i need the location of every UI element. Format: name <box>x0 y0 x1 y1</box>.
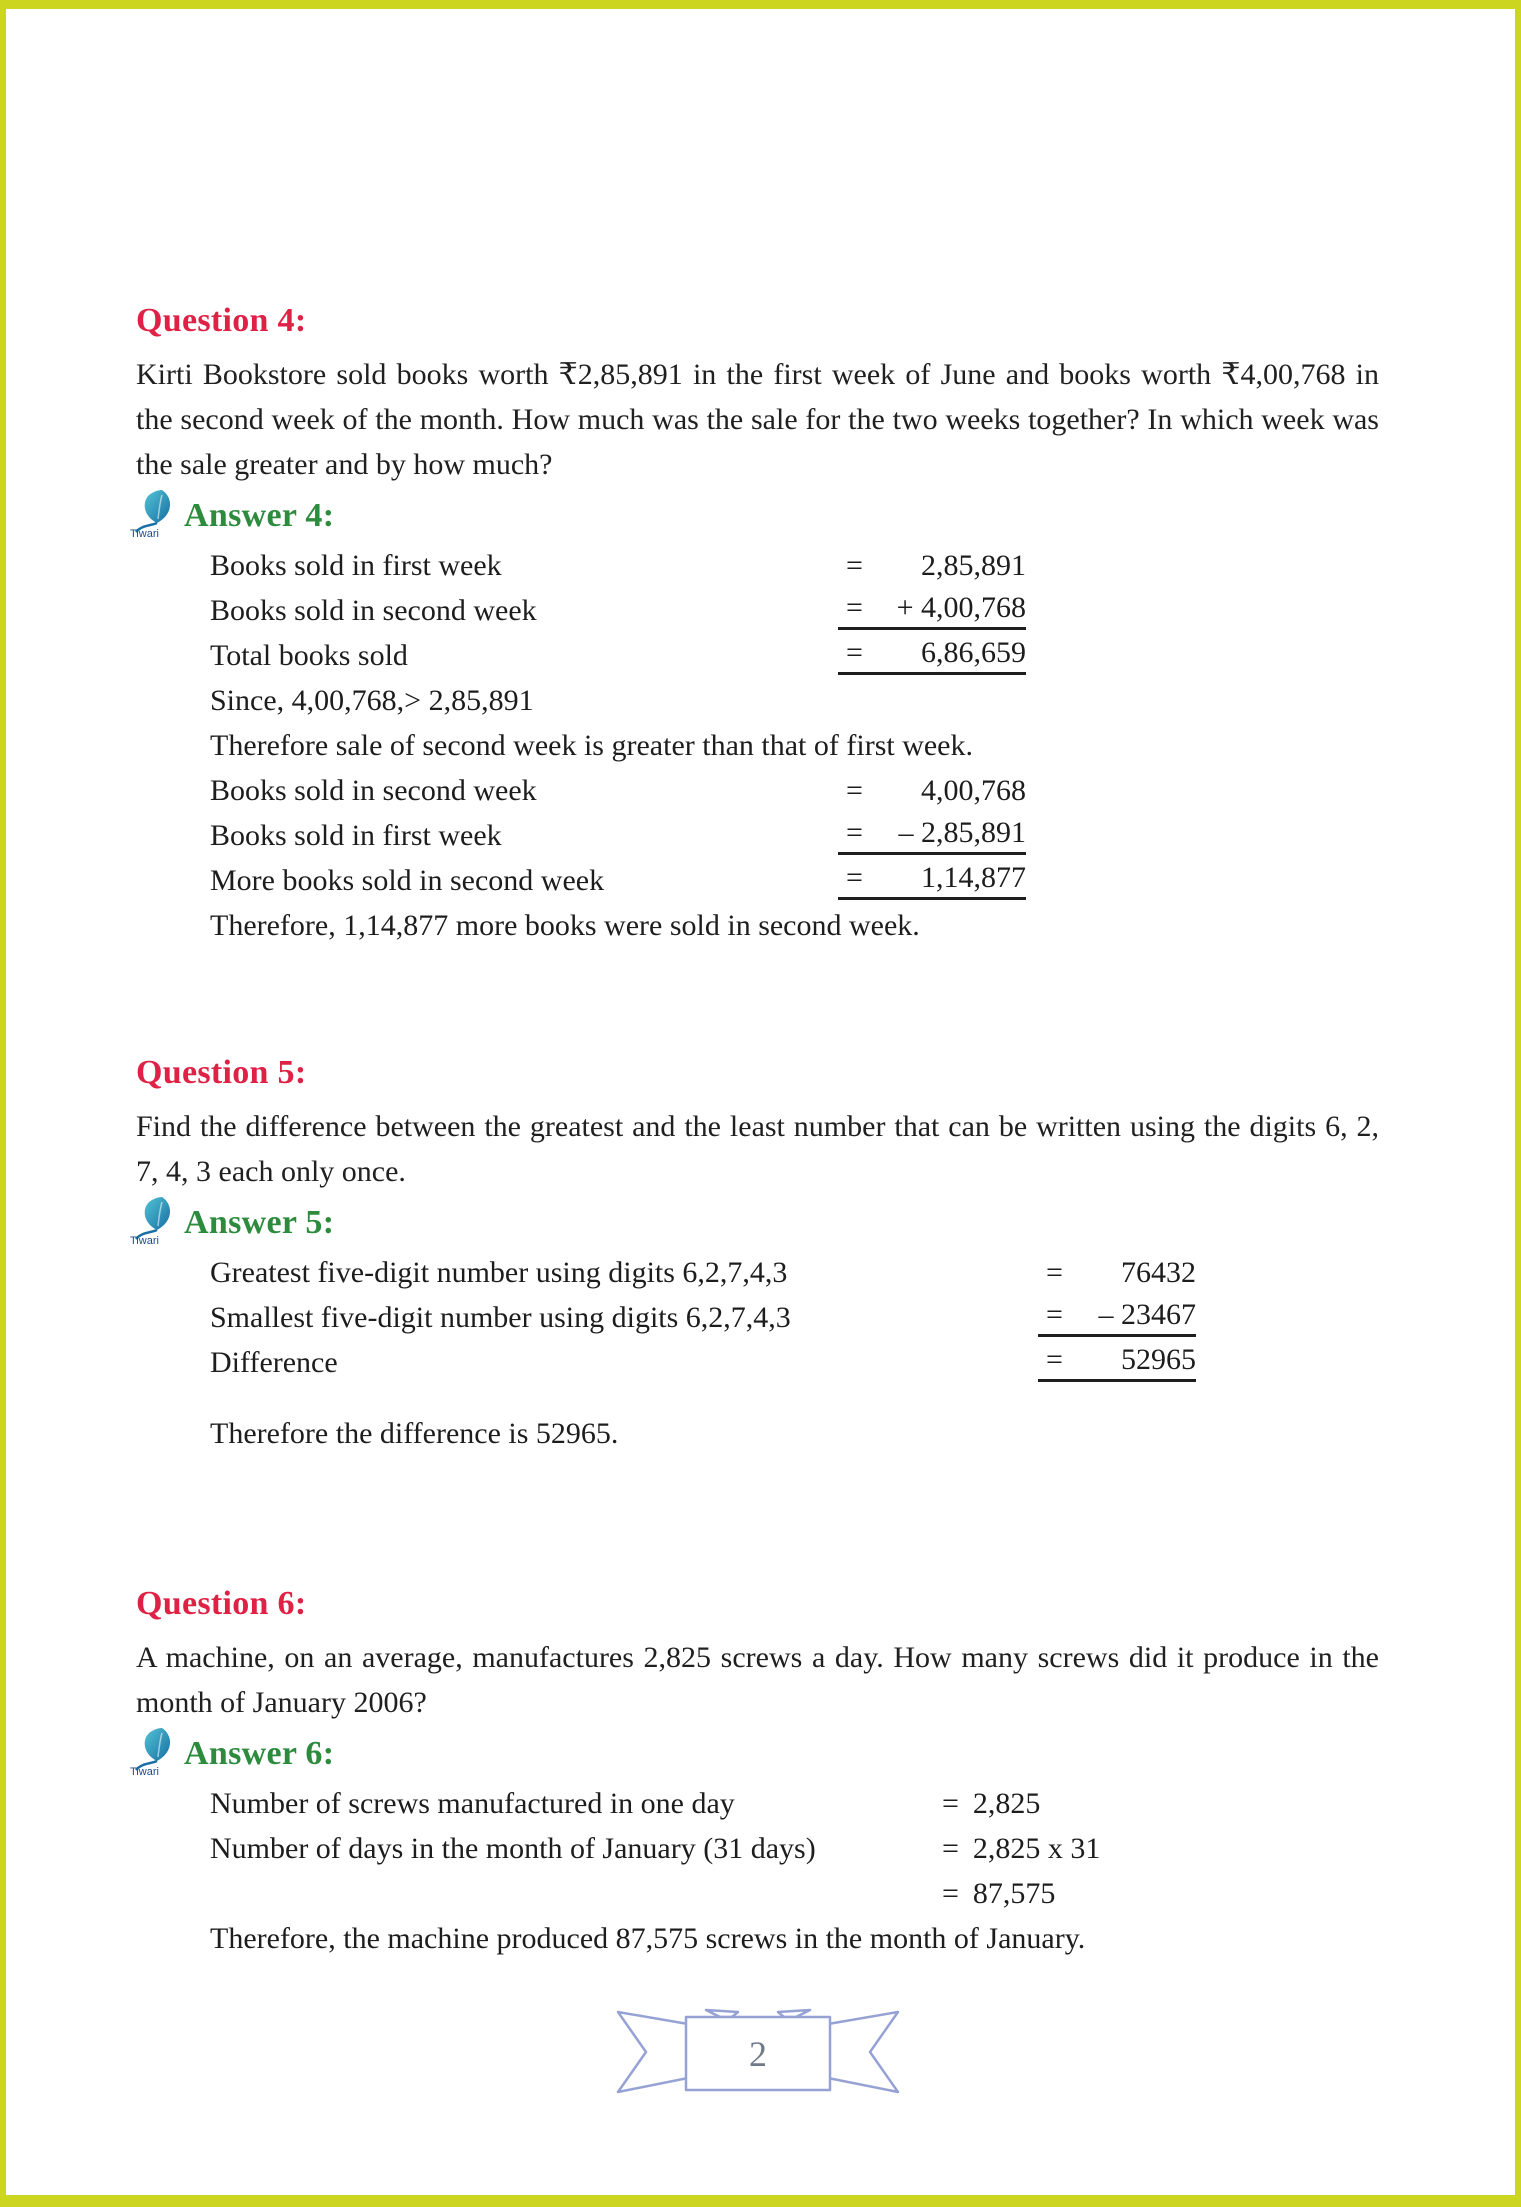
page-content <box>6 9 1515 2098</box>
ribbon-right-tail <box>828 2012 898 2092</box>
ribbon-left-tail <box>618 2012 688 2092</box>
equals-sign: = <box>846 861 863 894</box>
equals-sign: = <box>846 773 863 807</box>
answer-6-title: Answer 6: <box>184 1735 335 1772</box>
calc-row <box>210 588 1379 633</box>
question-4-section <box>130 300 1379 948</box>
calc-row <box>210 813 1379 858</box>
calc-row <box>210 1871 1379 1916</box>
calc-value <box>942 1832 1100 1866</box>
calc-row <box>210 1826 1379 1871</box>
equals-sign: = <box>846 636 863 669</box>
calc-value-underlined <box>838 636 1026 675</box>
equals-sign: = <box>846 816 863 849</box>
calc-value <box>1046 1256 1196 1290</box>
calc-value <box>846 549 1026 583</box>
calc-text-row: Therefore, the machine produced 87,575 screws in the month of January. <box>210 1922 1086 1955</box>
calc-value <box>942 1787 1040 1821</box>
question-4-heading: Question 4: <box>136 302 307 339</box>
calc-row <box>210 633 1379 678</box>
calc-number: – 23467 <box>1098 1298 1196 1331</box>
logo-caption: Tiwari <box>130 1766 159 1778</box>
calc-label: Number of screws manufactured in one day <box>210 1786 735 1820</box>
calc-row <box>210 1340 1379 1385</box>
calc-number: + 4,00,768 <box>896 591 1026 624</box>
question-5-section <box>130 1052 1379 1456</box>
calc-number: – 2,85,891 <box>898 816 1026 849</box>
calc-value-underlined <box>1038 1298 1196 1337</box>
answer-4-heading <box>130 491 1379 541</box>
answer-5-heading <box>130 1198 1379 1248</box>
calc-label: Books sold in second week <box>210 593 537 627</box>
calc-number: 2,85,891 <box>921 548 1026 582</box>
calc-number: 2,825 x 31 <box>972 1831 1101 1865</box>
page-number: 2 <box>748 2034 767 2074</box>
equals-sign: = <box>1046 1255 1063 1289</box>
calc-text-row: Therefore, 1,14,877 more books were sold in second week. <box>210 909 920 942</box>
calc-value-underlined <box>838 816 1026 855</box>
calc-label: Books sold in second week <box>210 773 537 807</box>
equals-sign: = <box>1046 1343 1063 1376</box>
equals-sign: = <box>846 591 863 624</box>
calc-row <box>210 543 1379 588</box>
equals-sign: = <box>942 1876 959 1910</box>
calc-label: Total books sold <box>210 638 408 672</box>
answer-4-title: Answer 4: <box>184 497 335 534</box>
calc-number: 4,00,768 <box>921 773 1026 807</box>
tiwari-leaf-icon <box>130 1726 180 1778</box>
question-5-heading: Question 5: <box>136 1054 307 1091</box>
calc-text-row: Since, 4,00,768,> 2,85,891 <box>210 684 534 717</box>
question-6-section <box>130 1583 1379 1961</box>
calc-label: Greatest five-digit number using digits 6,2,7,4,3 <box>210 1255 788 1289</box>
calc-row <box>210 1295 1379 1340</box>
calc-number: 6,86,659 <box>921 636 1026 669</box>
equals-sign: = <box>942 1786 959 1820</box>
question-6-heading: Question 6: <box>136 1585 307 1622</box>
calc-number: 76432 <box>1121 1255 1196 1289</box>
question-6-text: A machine, on an average, manufactures 2,825 screws a day. How many screws did it produce in the month of January 2006? <box>136 1641 1379 1719</box>
page-footer <box>136 2008 1379 2098</box>
answer-6-heading <box>130 1729 1379 1779</box>
answer-6-calculations <box>210 1781 1379 1961</box>
calc-value <box>942 1877 1055 1911</box>
logo-caption: Tiwari <box>130 528 159 540</box>
calc-text-row: Therefore sale of second week is greater than that of first week. <box>210 729 973 762</box>
calc-number: 87,575 <box>972 1876 1056 1910</box>
question-5-text: Find the difference between the greatest and the least number that can be written using the digits 6, 2, 7, 4, 3 each only once. <box>136 1110 1379 1188</box>
calc-number: 1,14,877 <box>921 861 1026 894</box>
calc-value-underlined <box>1038 1343 1196 1382</box>
equals-sign: = <box>846 548 863 582</box>
calc-label: Difference <box>210 1345 338 1379</box>
calc-row <box>210 858 1379 903</box>
answer-5-calculations <box>210 1250 1379 1456</box>
answer-4-calculations <box>210 543 1379 948</box>
calc-row <box>210 1781 1379 1826</box>
calc-value-underlined <box>838 591 1026 630</box>
page-number-ribbon <box>608 2008 908 2098</box>
calc-number: 2,825 <box>972 1786 1041 1820</box>
equals-sign: = <box>942 1831 959 1865</box>
calc-value-underlined <box>838 861 1026 900</box>
calc-label: More books sold in second week <box>210 863 605 897</box>
calc-label: Number of days in the month of January (31 days) <box>210 1831 816 1865</box>
logo-caption: Tiwari <box>130 1235 159 1247</box>
calc-label: Smallest five-digit number using digits 6,2,7,4,3 <box>210 1300 791 1334</box>
calc-text-row: Therefore the difference is 52965. <box>210 1417 619 1450</box>
calc-number: 52965 <box>1121 1343 1196 1376</box>
calc-value <box>846 774 1026 808</box>
calc-label: Books sold in first week <box>210 548 502 582</box>
calc-row <box>210 768 1379 813</box>
calc-label: Books sold in first week <box>210 818 502 852</box>
question-4-text: Kirti Bookstore sold books worth ₹2,85,891 in the first week of June and books worth ₹4,00,768 in the second week of the month. How much was the sale for the two weeks together? In which week was the sale greater and by how much? <box>136 358 1379 481</box>
tiwari-leaf-icon <box>130 488 180 540</box>
equals-sign: = <box>1046 1298 1063 1331</box>
calc-row <box>210 1250 1379 1295</box>
tiwari-leaf-icon <box>130 1195 180 1247</box>
answer-5-title: Answer 5: <box>184 1204 335 1241</box>
